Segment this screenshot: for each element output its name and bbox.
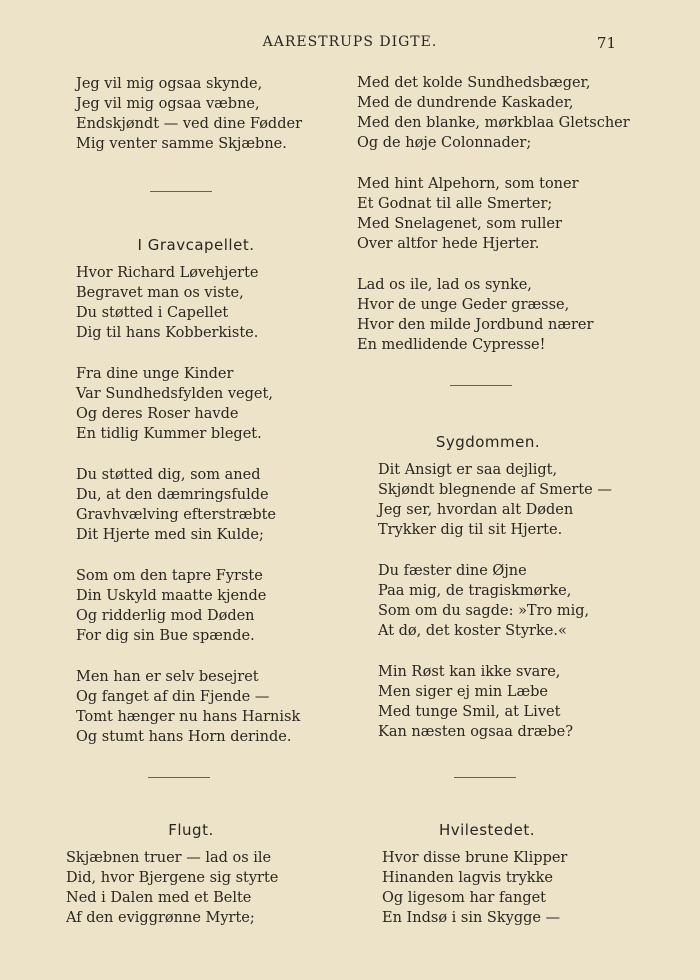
verse-line: Og fanget af din Fjende —	[76, 689, 270, 705]
poem-title: Sygdommen.	[435, 433, 541, 451]
verse-line: Med den blanke, mørkblaa Gletscher	[357, 115, 630, 131]
poem-i-gravcapellet	[76, 235, 366, 768]
verse-line: Men siger ej min Læbe	[378, 684, 548, 700]
verse-line: Var Sundhedsfylden veget,	[76, 386, 273, 402]
verse-line: Og deres Roser havde	[76, 406, 239, 422]
stanza	[357, 174, 657, 254]
stanza	[76, 364, 366, 444]
verse-line: Som om den tapre Fyrste	[76, 568, 263, 584]
poem-title: Hvilestedet.	[438, 821, 536, 839]
verse-line: Din Uskyld maatte kjende	[76, 588, 267, 604]
verse-line: Ned i Dalen med et Belte	[66, 890, 252, 906]
verse-line: Begravet man os viste,	[76, 285, 244, 301]
stanza	[66, 848, 356, 928]
verse-line: Du støtted dig, som aned	[76, 467, 261, 483]
poem-hvilestedet	[382, 820, 672, 949]
verse-line: Mig venter samme Skjæbne.	[76, 136, 287, 152]
stanza	[76, 465, 366, 545]
verse-line: For dig sin Bue spænde.	[76, 628, 255, 644]
verse-line: Og ligesom har fanget	[382, 890, 547, 906]
verse-line: At dø, det koster Styrke.«	[378, 623, 567, 639]
verse-line: Du fæster dine Øjne	[378, 563, 527, 579]
stanza	[76, 667, 366, 747]
verse-line: Endskjøndt — ved dine Fødder	[76, 116, 303, 132]
stanza	[378, 662, 668, 742]
stanza	[357, 275, 657, 355]
stanza	[76, 263, 366, 343]
verse-line: Hvor disse brune Klipper	[382, 850, 568, 866]
verse-line: Jeg ser, hvordan alt Døden	[378, 502, 574, 518]
verse-line: Dit Hjerte med sin Kulde;	[76, 527, 264, 543]
verse-line: Hinanden lagvis trykke	[382, 870, 553, 886]
poem-title: Flugt.	[168, 821, 214, 839]
stanza	[357, 73, 657, 153]
verse-line: Kan næsten ogsaa dræbe?	[378, 724, 574, 740]
page-header	[0, 34, 700, 54]
verse-line: Og stumt hans Horn derinde.	[76, 729, 292, 745]
stanza	[378, 561, 668, 641]
poem-sygdommen	[378, 432, 668, 763]
verse-line: Som om du sagde: »Tro mig,	[378, 603, 590, 619]
page-number: 71	[596, 34, 616, 52]
section-divider	[450, 385, 512, 386]
section-divider	[150, 191, 212, 192]
stanza	[76, 566, 366, 646]
verse-line: En tidlig Kummer bleget.	[76, 426, 262, 442]
verse-line: Og de høje Colonnader;	[357, 135, 532, 151]
verse-line: Med Snelagenet, som ruller	[357, 216, 562, 232]
verse-line: Paa mig, de tragiskmørke,	[378, 583, 572, 599]
verse-line: Med det kolde Sundhedsbæger,	[357, 75, 591, 91]
running-title: AARESTRUPS DIGTE.	[262, 34, 438, 50]
verse-line: Med hint Alpehorn, som toner	[357, 176, 579, 192]
verse-line: En medlidende Cypresse!	[357, 337, 546, 353]
stanza	[382, 848, 672, 928]
verse-line: Jeg vil mig ogsaa væbne,	[76, 96, 260, 112]
verse-line: Over altfor hede Hjerter.	[357, 236, 540, 252]
verse-line: Lad os ile, lad os synke,	[357, 277, 532, 293]
poem-flugt	[66, 820, 356, 949]
left-column	[76, 74, 366, 175]
verse-line: Min Røst kan ikke svare,	[378, 664, 561, 680]
verse-line: Dit Ansigt er saa dejligt,	[378, 462, 558, 478]
verse-line: Jeg vil mig ogsaa skynde,	[76, 76, 263, 92]
verse-line: Gravhvælving efterstræbte	[76, 507, 277, 523]
verse-line: Og ridderlig mod Døden	[76, 608, 255, 624]
continuation-stanza	[76, 74, 366, 154]
verse-line: Tomt hænger nu hans Harnisk	[76, 709, 301, 725]
poem-title: I Gravcapellet.	[137, 236, 255, 254]
verse-line: Fra dine unge Kinder	[76, 366, 234, 382]
verse-line: Skjøndt blegnende af Smerte —	[378, 482, 612, 498]
stanza	[378, 460, 668, 540]
verse-line: Hvor de unge Geder græsse,	[357, 297, 570, 313]
verse-line: Hvor den milde Jordbund nærer	[357, 317, 594, 333]
verse-line: Trykker dig til sit Hjerte.	[378, 522, 563, 538]
verse-line: Did, hvor Bjergene sig styrte	[66, 870, 279, 886]
verse-line: Med de dundrende Kaskader,	[357, 95, 574, 111]
verse-line: En Indsø i sin Skygge —	[382, 910, 561, 926]
verse-line: Dig til hans Kobberkiste.	[76, 325, 259, 341]
verse-line: Men han er selv besejret	[76, 669, 259, 685]
section-divider	[148, 777, 210, 778]
verse-line: Et Godnat til alle Smerter;	[357, 196, 553, 212]
verse-line: Af den eviggrønne Myrte;	[66, 910, 255, 926]
verse-line: Med tunge Smil, at Livet	[378, 704, 561, 720]
right-column	[357, 73, 657, 376]
section-divider	[454, 777, 516, 778]
verse-line: Skjæbnen truer — lad os ile	[66, 850, 272, 866]
verse-line: Hvor Richard Løvehjerte	[76, 265, 259, 281]
verse-line: Du støtted i Capellet	[76, 305, 229, 321]
verse-line: Du, at den dæmringsfulde	[76, 487, 269, 503]
